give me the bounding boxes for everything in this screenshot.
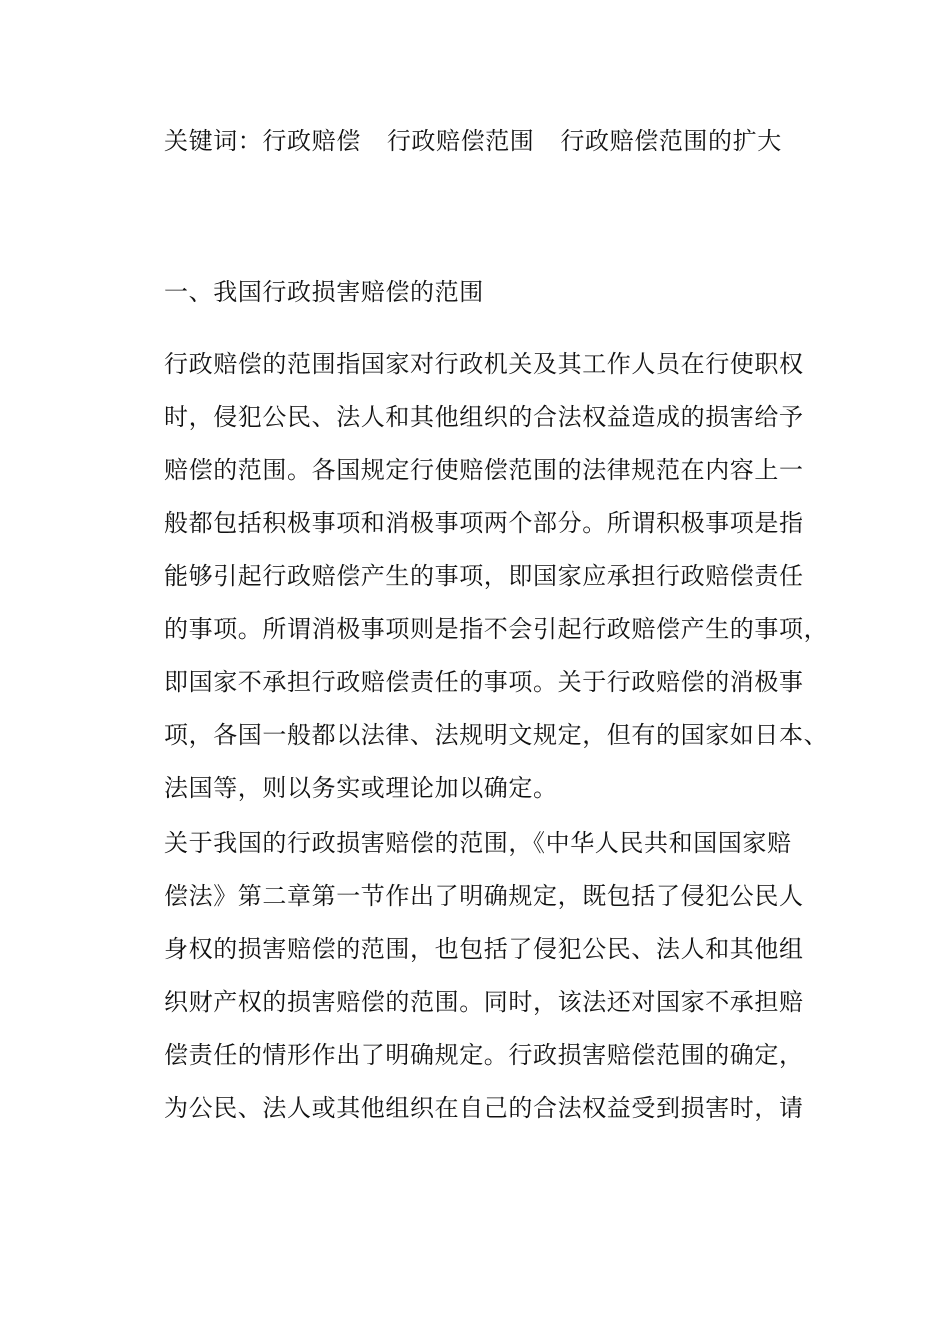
paragraph-line: 关于我国的行政损害赔偿的范围，《中华人民共和国国家赔 (164, 829, 792, 857)
paragraph-line: 般都包括积极事项和消极事项两个部分。所谓积极事项是指 (164, 509, 804, 537)
keyword-item: 行政赔偿范围的扩大 (560, 127, 782, 155)
paragraph-line: 行政赔偿的范围指国家对行政机关及其工作人员在行使职权 (164, 350, 804, 378)
paragraph-line: 法国等，则以务实或理论加以确定。 (164, 774, 558, 802)
paragraph-line: 即国家不承担行政赔偿责任的事项。关于行政赔偿的消极事 (164, 668, 804, 696)
keywords-line (164, 126, 782, 156)
keywords-label: 关键词： (164, 127, 263, 155)
paragraph-line: 能够引起行政赔偿产生的事项，即国家应承担行政赔偿责任 (164, 562, 804, 590)
paragraph-line: 偿责任的情形作出了明确规定。行政损害赔偿范围的确定， (164, 1041, 804, 1069)
paragraph-line: 赔偿的范围。各国规定行使赔偿范围的法律规范在内容上一 (164, 456, 804, 484)
paragraph-line: 项，各国一般都以法律、法规明文规定，但有的国家如日本、 (164, 721, 829, 749)
paragraph-line: 偿法》第二章第一节作出了明确规定，既包括了侵犯公民人 (164, 882, 804, 910)
paragraph-line: 身权的损害赔偿的范围，也包括了侵犯公民、法人和其他组 (164, 935, 804, 963)
paragraph-line: 时，侵犯公民、法人和其他组织的合法权益造成的损害给予 (164, 403, 804, 431)
paragraph-line: 织财产权的损害赔偿的范围。同时，该法还对国家不承担赔 (164, 988, 804, 1016)
paragraph-line: 的事项。所谓消极事项则是指不会引起行政赔偿产生的事项， (164, 615, 829, 643)
keyword-item: 行政赔偿范围 (386, 127, 535, 155)
section-heading: 一、我国行政损害赔偿的范围 (164, 278, 484, 306)
paragraph-line: 为公民、法人或其他组织在自己的合法权益受到损害时，请 (164, 1094, 804, 1122)
keyword-item: 行政赔偿 (262, 127, 361, 155)
